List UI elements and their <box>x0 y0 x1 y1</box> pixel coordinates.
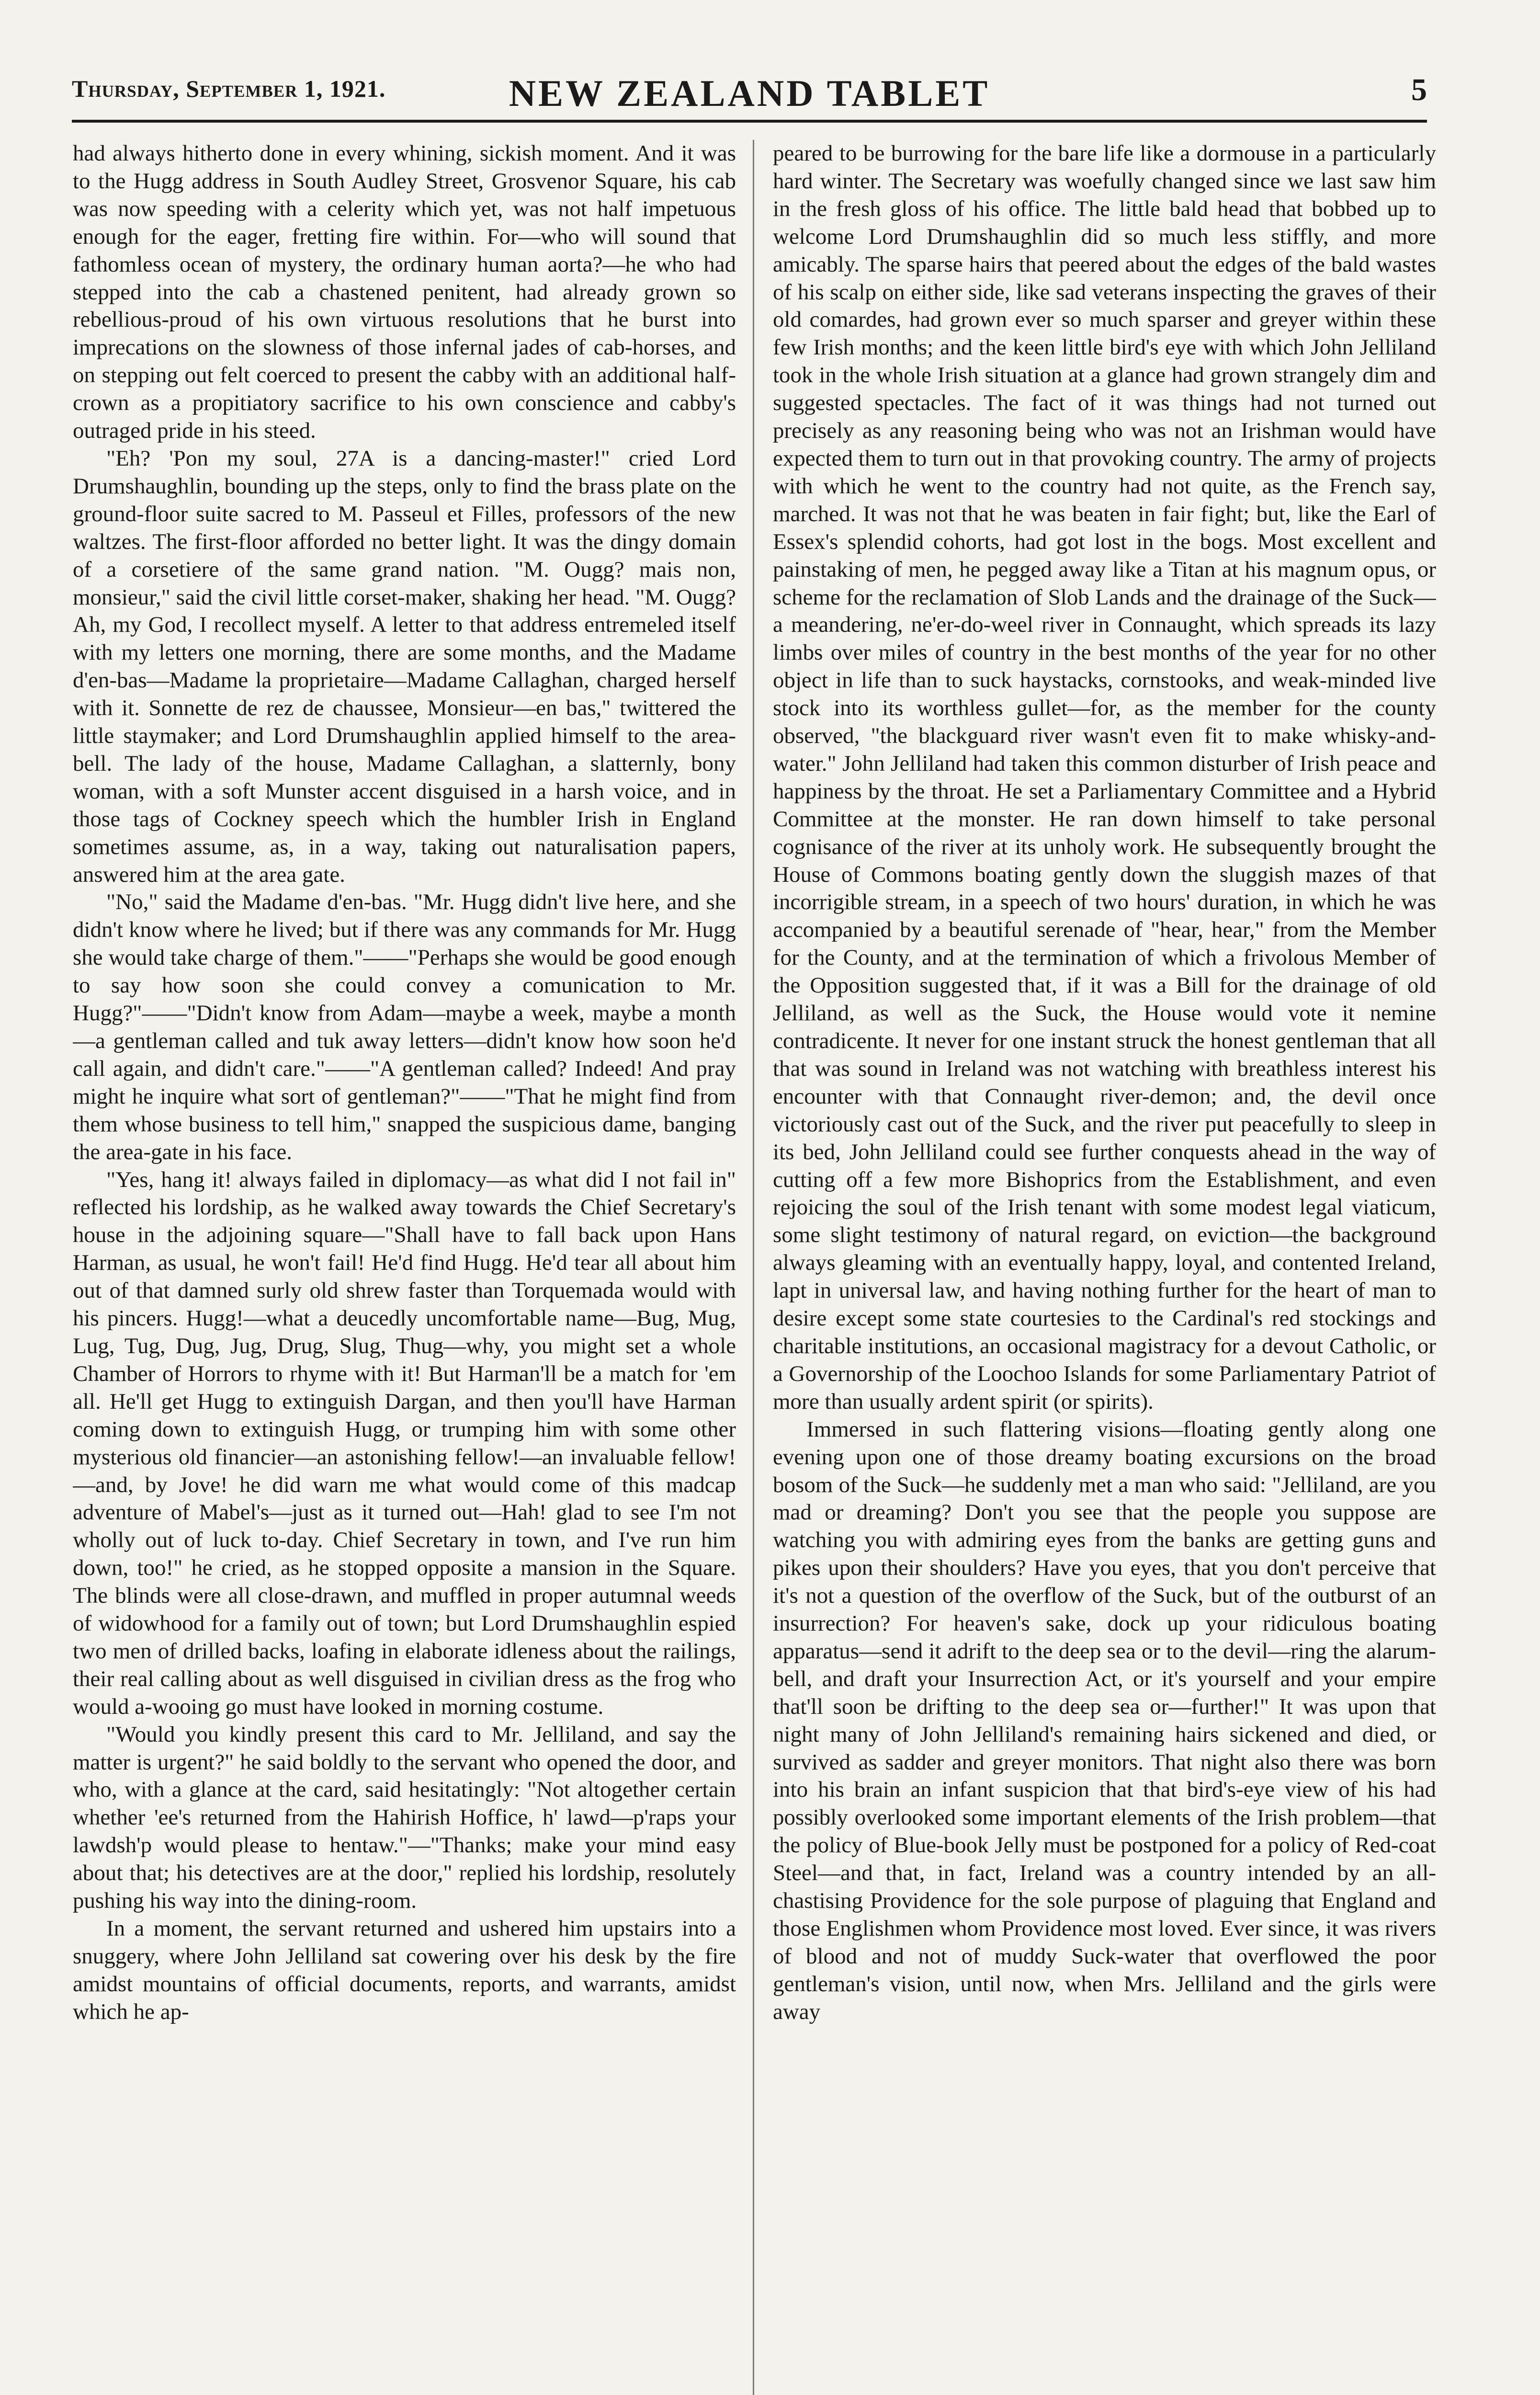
masthead <box>72 72 1427 115</box>
header-rule <box>72 120 1427 123</box>
paragraph: Immersed in such flattering visions—floating gently along one evening upon one of those dreamy boating excursions on the broad bosom of the Suck—he suddenly met a man who said: "Jelliland, are you mad or dreaming? Don't you see that the people you suppose are watching you with admiring eyes from the banks are getting guns and pikes upon their shoulders? Have you eyes, that you don't perceive that it's not a question of the overflow of the Suck, but of the outburst of an insurrection? For heaven's sake, dock up your ridiculous boating apparatus—send it adrift to the deep sea or to the devil—ring the alarum-bell, and draft your Insurrection Act, or it's yourself and your empire that'll soon be drifting to the deep sea or—further!" It was upon that night many of John Jelliland's remaining hairs sickened and died, or survived as sadder and greyer monitors. That night also there was born into his brain an infant suspicion that that bird's-eye view of his had possibly overlooked some important elements of the Irish problem—that the policy of Blue-book Jelly must be postponed for a policy of Red-coat Steel—and that, in fact, Ireland was a country intended by an all-chastising Providence for the sole purpose of plaguing that England and those Englishmen whom Providence most loved. Ever since, it was rivers of blood and not of muddy Suck-water that overflowed the poor gentleman's vision, until now, when Mrs. Jelliland and the girls were away <box>773 1416 1436 2024</box>
paragraph: peared to be burrowing for the bare life like a dormouse in a particularly hard winter. The Secretary was woefully changed since we last saw him in the fresh gloss of his office. The little bald head that bobbed up to welcome Lord Drumshaughlin did so much less stiffly, and more amicably. The sparse hairs that peered about the edges of the bald wastes of his scalp on either side, like sad veterans inspecting the graves of their old comardes, had grown ever so much sparser and greyer within these few Irish months; and the keen little bird's eye with which John Jelliland took in the whole Irish situation at a glance had grown strangely dim and suggested spectacles. The fact of it was things had not turned out precisely as any reasoning being who was not an Irishman would have expected them to turn out in that provoking country. The army of projects with which he went to the country had not quite, as the French say, marched. It was not that he was beaten in fair fight; but, like the Earl of Essex's splendid cohorts, had got lost in the bogs. Most excellent and painstaking of men, he pegged away like a Titan at his magnum opus, or scheme for the reclamation of Slob Lands and the drainage of the Suck—a meandering, ne'er-do-weel river in Connaught, which spreads its lazy limbs over miles of country in the best months of the year for no other object in life than to suck haystacks, cornstooks, and weak-minded live stock into its worthless gullet—for, as the member for the county observed, "the blackguard river wasn't even fit to make whisky-and-water." John Jelliland had taken this common disturber of Irish peace and happiness by the throat. He set a Parliamentary Committee and a Hybrid Committee at the monster. He ran down himself to take personal cognisance of the river at its unholy work. He subsequently brought the House of Commons boating gently down the sluggish mazes of that incorrigible stream, in a speech of two hours' duration, in which he was accompanied by a beautiful serenade of "hear, hear," from the Member for the County, and at the termination of which a frivolous Member of the Opposition suggested that, if it was a Bill for the drainage of old Jelliland, as well as the Suck, the House would vote it nemine contradicente. It never for one instant struck the honest gentleman that all that was sound in Ireland was not watching with breathless interest his encounter with that Connaught river-demon; and, the devil once victoriously cast out of the Suck, and the river put peacefully to sleep in its bed, John Jelliland could see further conquests ahead in the way of cutting off a few more Bishoprics from the Establishment, and even rejoicing the soul of the Irish tenant with some modest legal viaticum, some slight testimony of natural regard, on eviction—the background always gleaming with an eventually happy, loyal, and contented Ireland, lapt in universal law, and having nothing further for the heart of man to desire except some state courtesies to the Cardinal's red stockings and charitable institutions, an occasional magistracy for a devout Catholic, or a Governorship of the Loochoo Islands for some Parliamentary Patriot of more than usually ardent spirit (or spirits). <box>773 141 1436 1414</box>
right-column <box>773 140 1436 2395</box>
column-divider <box>753 140 754 2395</box>
paragraph: "Yes, hang it! always failed in diplomacy—as what did I not fail in" reflected his lordship, as he walked away towards the Chief Secretary's house in the adjoining square—"Shall have to fall back upon Hans Harman, as usual, he won't fail! He'd find Hugg. He'd tear all about him out of that damned surly old shrew faster than Torquemada would with his pincers. Hugg!—what a deucedly uncomfortable name—Bug, Mug, Lug, Tug, Dug, Jug, Drug, Slug, Thug—why, you might set a whole Chamber of Horrors to rhyme with it! But Harman'll be a match for 'em all. He'll get Hugg to extinguish Dargan, and then you'll have Harman coming down to extinguish Hugg, or trumping him with some other mysterious old financier—an astonishing fellow!—an invaluable fellow!—and, by Jove! he did warn me what would come of this madcap adventure of Mabel's—just as it turned out—Hah! glad to see I'm not wholly out of luck to-day. Chief Secretary in town, and I've run him down, too!" he cried, as he stopped opposite a mansion in the Square. The blinds were all close-drawn, and muffled in proper autumnal weeds of widowhood for a family out of town; but Lord Drumshaughlin espied two men of drilled backs, loafing in elaborate idleness about the railings, their real calling about as well disguised in civilian dress as the frog who would a-wooing go must have looked in morning costume. <box>73 1167 736 1719</box>
paragraph: "Eh? 'Pon my soul, 27A is a dancing-master!" cried Lord Drumshaughlin, bounding up the steps, only to find the brass plate on the ground-floor suite sacred to M. Passeul et Filles, professors of the new waltzes. The first-floor afforded no better light. It was the dingy domain of a corsetiere of the same grand nation. "M. Ougg? mais non, monsieur," said the civil little corset-maker, shaking her head. "M. Ougg? Ah, my God, I recollect myself. A letter to that address entremeled itself with my letters one morning, there are some months, and the Madame d'en-bas—Madame la proprietaire—Madame Callaghan, charged herself with it. Sonnette de rez de chaussee, Monsieur—en bas," twittered the little staymaker; and Lord Drumshaughlin applied himself to the area-bell. The lady of the house, Madame Callaghan, a slatternly, bony woman, with a soft Munster accent disguised in a harsh voice, and in those tags of Cockney speech which the humbler Irish in England sometimes assume, as, in a way, taking out naturalisation papers, answered him at the area gate. <box>73 445 736 887</box>
issue-date: Thursday, September 1, 1921. <box>72 75 386 102</box>
newspaper-title: NEW ZEALAND TABLET <box>509 72 990 114</box>
paragraph: "Would you kindly present this card to Mr. Jelliland, and say the matter is urgent?" he said boldly to the servant who opened the door, and who, with a glance at the card, said hesitatingly: "Not altogether certain whether 'ee's returned from the Hahirish Hoffice, h' lawd—p'raps your lawdsh'p would please to hentaw."—"Thanks; make your mind easy about that; his detectives are at the door," replied his lordship, resolutely pushing his way into the dining-room. <box>73 1722 736 1914</box>
paragraph: "No," said the Madame d'en-bas. "Mr. Hugg didn't live here, and she didn't know where he lived; but if there was any commands for Mr. Hugg she would take charge of them."——"Perhaps she would be good enough to say how soon she could convey a comunication to Mr. Hugg?"——"Didn't know from Adam—maybe a week, maybe a month—a gentleman called and tuk away letters—didn't know how soon he'd call again, and didn't care."——"A gentleman called? Indeed! And pray might he inquire what sort of gentleman?"——"That he might find from them whose business to tell him," snapped the suspicious dame, banging the area-gate in his face. <box>73 890 736 1164</box>
page-number: 5 <box>1411 72 1427 107</box>
paragraph: In a moment, the servant returned and ushered him upstairs into a snuggery, where John Jelliland sat cowering over his desk by the fire amidst mountains of official documents, reports, and warrants, amidst which he ap- <box>73 1916 736 2024</box>
left-column <box>73 140 736 2395</box>
paragraph: had always hitherto done in every whining, sickish moment. And it was to the Hugg address in South Audley Street, Grosvenor Square, his cab was now speeding with a celerity which yet, was not half impetuous enough for the eager, fretting fire within. For—who will sound that fathomless ocean of mystery, the ordinary human aorta?—he who had stepped into the cab a chastened penitent, had already grown so rebellious-proud of his own virtuous resolutions that he burst into imprecations on the slowness of those infernal jades of cab-horses, and on stepping out felt coerced to present the cabby with an additional half-crown as a propitiatory sacrifice to his own conscience and cabby's outraged pride in his steed. <box>73 141 736 444</box>
